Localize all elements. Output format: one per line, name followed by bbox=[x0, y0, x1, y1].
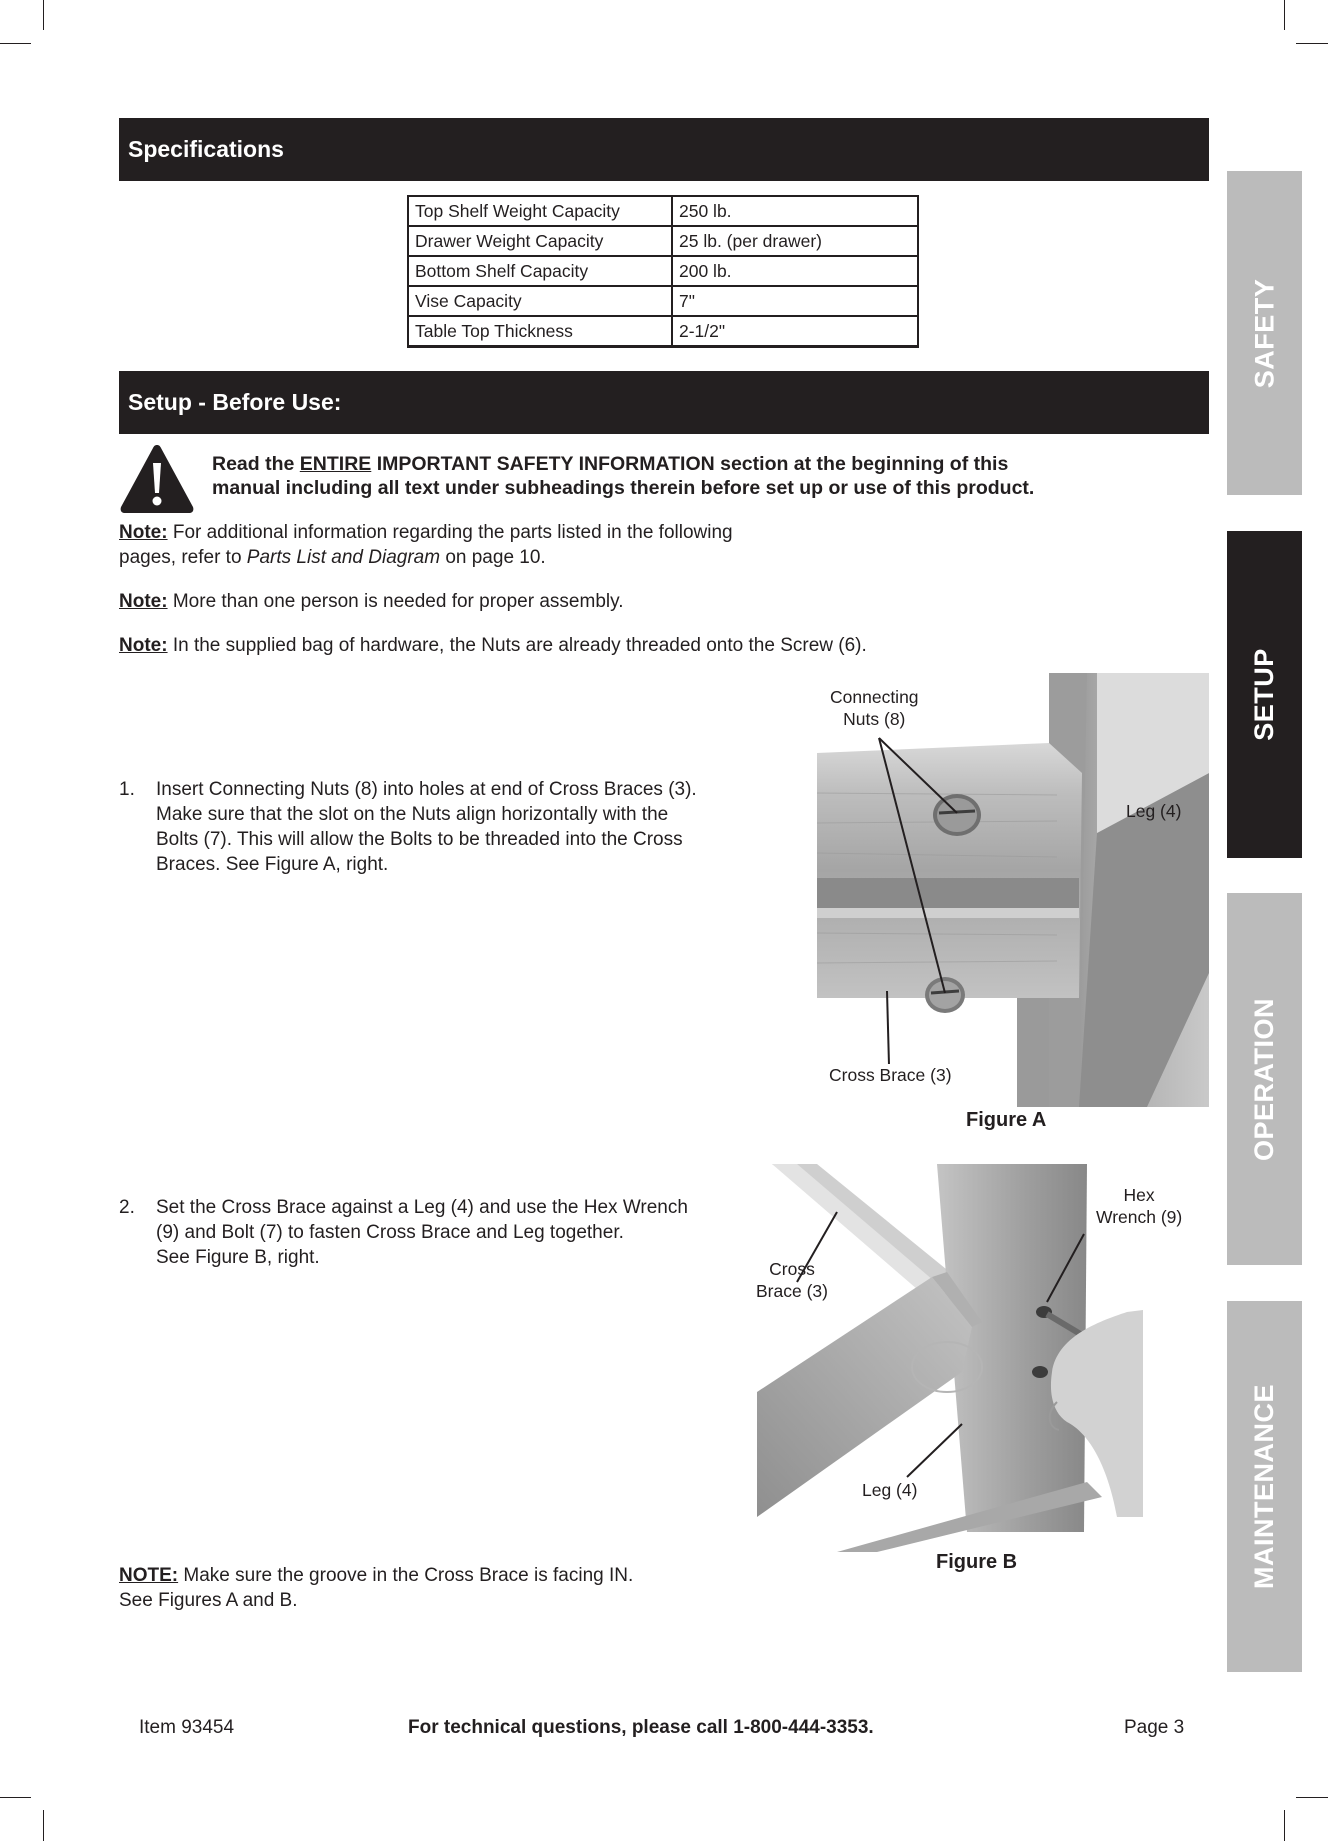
spec-value: 2-1/2" bbox=[672, 316, 918, 347]
crop-mark bbox=[43, 1810, 44, 1841]
crop-mark bbox=[1296, 43, 1328, 44]
tab-maintenance[interactable]: MAINTENANCE bbox=[1227, 1301, 1302, 1672]
figure-a-photo bbox=[817, 673, 1209, 1107]
step-1-line: Braces. See Figure A, right. bbox=[156, 854, 389, 875]
note-groove-direction: NOTE: Make sure the groove in the Cross Brace is facing IN. bbox=[119, 1565, 634, 1586]
spec-value: 200 lb. bbox=[672, 256, 918, 286]
figure-b-photo bbox=[757, 1162, 1143, 1552]
spec-label: Bottom Shelf Capacity bbox=[408, 256, 672, 286]
spec-label: Drawer Weight Capacity bbox=[408, 226, 672, 256]
callout-leg: Leg (4) bbox=[1126, 801, 1182, 821]
setup-heading: Setup - Before Use: bbox=[119, 371, 1209, 434]
warning-line-2: manual including all text under subheadings therein before set up or use of this product. bbox=[212, 477, 1035, 499]
note-groove-direction-line-2: See Figures A and B. bbox=[119, 1590, 298, 1611]
note-assembly-persons: Note: More than one person is needed for proper assembly. bbox=[119, 591, 624, 612]
step-1-line: Insert Connecting Nuts (8) into holes at end of Cross Braces (3). bbox=[156, 779, 697, 800]
spec-label: Vise Capacity bbox=[408, 286, 672, 316]
tab-setup[interactable]: SETUP bbox=[1227, 531, 1302, 858]
step-1-line: Bolts (7). This will allow the Bolts to be threaded into the Cross bbox=[156, 829, 683, 850]
table-row bbox=[408, 256, 918, 286]
crop-mark bbox=[0, 43, 31, 44]
step-2-line: Set the Cross Brace against a Leg (4) and use the Hex Wrench bbox=[156, 1197, 688, 1218]
note-parts-list: Note: For additional information regarding the parts listed in the following bbox=[119, 522, 733, 543]
footer-support-phone: For technical questions, please call 1-800-444-3353. bbox=[408, 1717, 874, 1738]
step-2-line: See Figure B, right. bbox=[156, 1247, 320, 1268]
crop-mark bbox=[1284, 1810, 1285, 1841]
step-1-line: Make sure that the slot on the Nuts align horizontally with the bbox=[156, 804, 669, 825]
callout-leg-b: Leg (4) bbox=[862, 1480, 918, 1500]
table-row bbox=[408, 286, 918, 316]
tab-operation[interactable]: OPERATION bbox=[1227, 893, 1302, 1265]
warning-triangle-icon bbox=[119, 443, 195, 515]
crop-mark bbox=[43, 0, 44, 30]
spec-label: Top Shelf Weight Capacity bbox=[408, 196, 672, 226]
callout-cross-brace-b: Cross Brace (3) bbox=[756, 1259, 828, 1301]
step-2-number: 2. bbox=[119, 1197, 135, 1218]
figure-b-caption: Figure B bbox=[936, 1551, 1018, 1573]
table-row bbox=[408, 316, 918, 347]
crop-mark bbox=[1284, 0, 1285, 30]
callout-connecting-nuts: Connecting Nuts (8) bbox=[830, 687, 919, 729]
callout-hex-wrench: Hex Wrench (9) bbox=[1096, 1185, 1183, 1227]
spec-label: Table Top Thickness bbox=[408, 316, 672, 347]
footer-page-number: Page 3 bbox=[1124, 1717, 1185, 1738]
warning-line-1: Read the ENTIRE IMPORTANT SAFETY INFORMATION section at the beginning of this bbox=[212, 453, 1009, 475]
step-2-line: (9) and Bolt (7) to fasten Cross Brace and Leg together. bbox=[156, 1222, 624, 1243]
spec-value: 25 lb. (per drawer) bbox=[672, 226, 918, 256]
crop-mark bbox=[1296, 1797, 1328, 1798]
tab-safety[interactable]: SAFETY bbox=[1227, 171, 1302, 495]
footer-item-number: Item 93454 bbox=[139, 1717, 235, 1738]
figure-a-caption: Figure A bbox=[966, 1109, 1047, 1131]
parts-list-reference: Parts List and Diagram bbox=[246, 547, 441, 568]
note-hardware-bag: Note: In the supplied bag of hardware, the Nuts are already threaded onto the Screw (6). bbox=[119, 635, 867, 656]
note-parts-list-line-2: pages, refer to Parts List and Diagram on page 10. bbox=[119, 547, 546, 568]
callout-cross-brace: Cross Brace (3) bbox=[829, 1065, 952, 1085]
entire-emphasis: ENTIRE bbox=[299, 453, 372, 475]
table-row bbox=[408, 226, 918, 256]
spec-value: 7" bbox=[672, 286, 918, 316]
specifications-table bbox=[407, 195, 919, 348]
specifications-heading: Specifications bbox=[119, 118, 1209, 181]
crop-mark bbox=[0, 1797, 31, 1798]
spec-value: 250 lb. bbox=[672, 196, 918, 226]
table-row bbox=[408, 196, 918, 226]
step-1-number: 1. bbox=[119, 779, 135, 800]
